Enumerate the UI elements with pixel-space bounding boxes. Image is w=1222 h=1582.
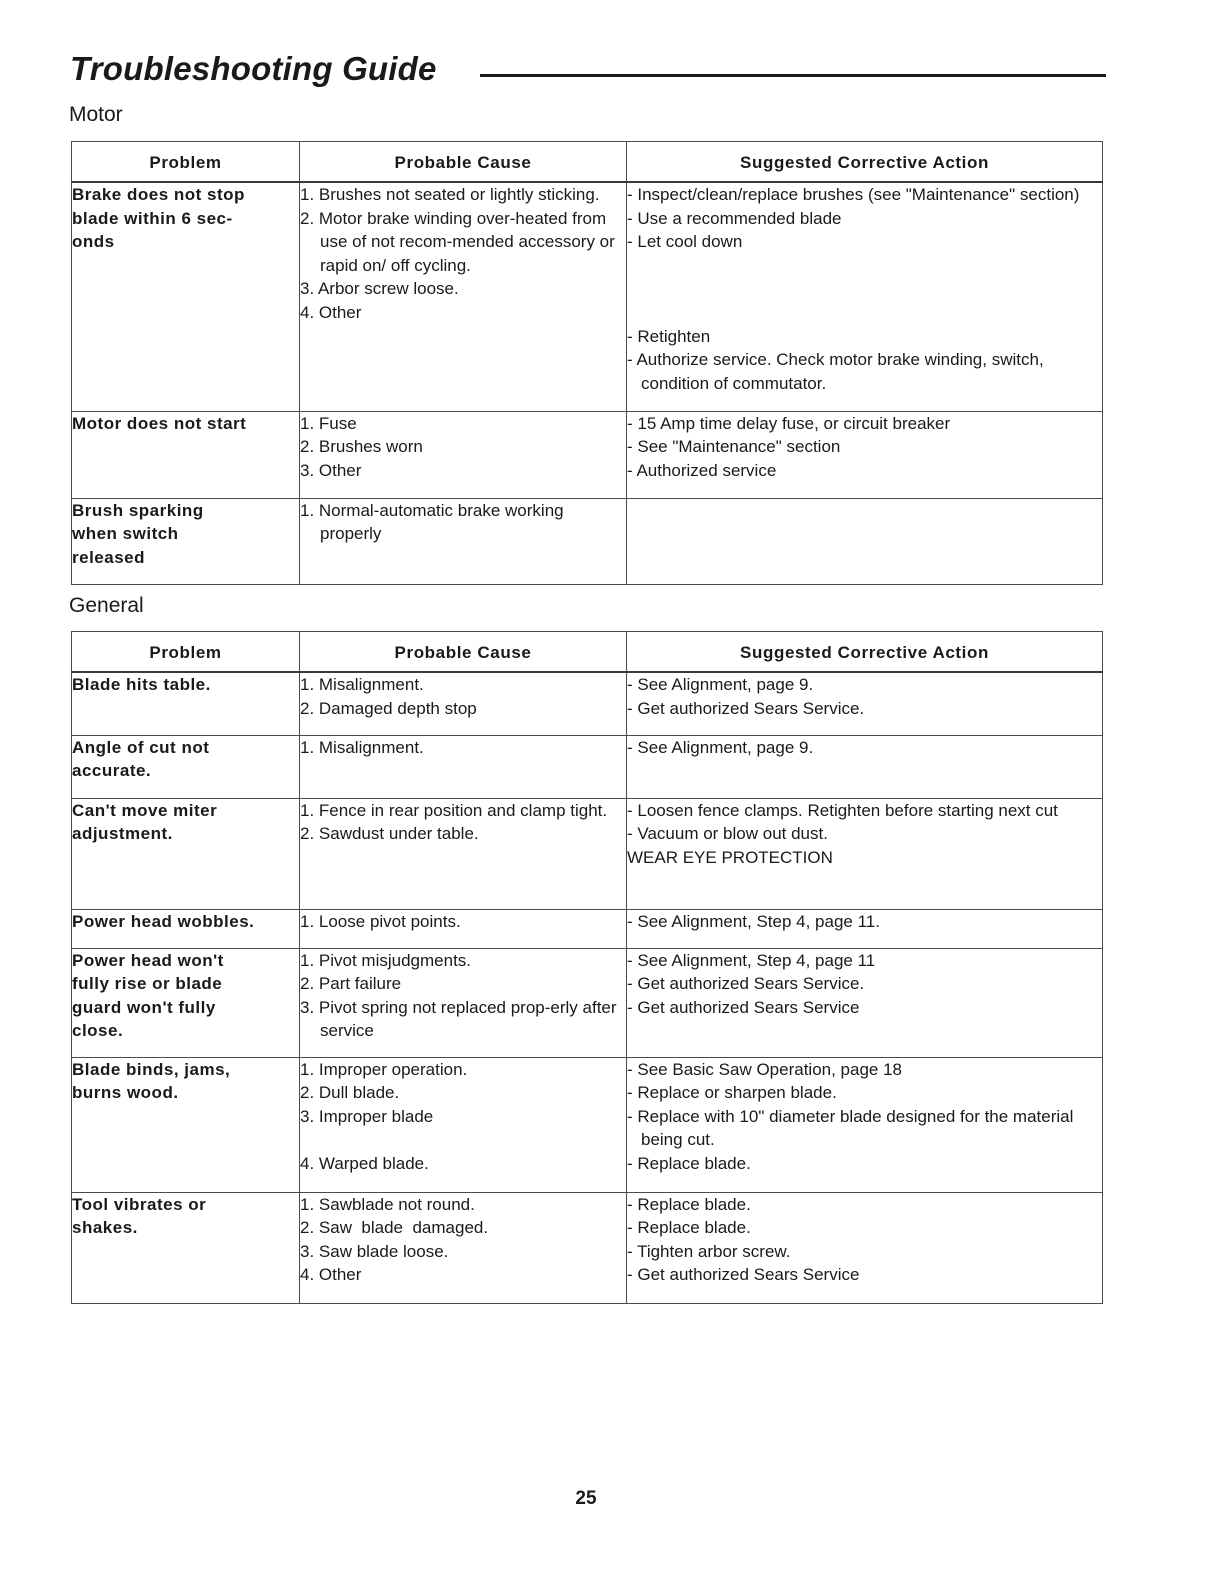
problem-cell [72, 498, 300, 584]
cause-cell [300, 798, 627, 909]
table-header-row [72, 142, 1103, 183]
action-item: - See Basic Saw Operation, page 18 [627, 1059, 902, 1079]
problem-line: burns wood. [72, 1083, 179, 1103]
action-cell [627, 1192, 1103, 1303]
action-item: - Tighten arbor screw. [627, 1241, 791, 1261]
problem-cell [72, 1192, 300, 1303]
action-spacer [627, 277, 1102, 301]
action-cell [627, 798, 1103, 909]
general-section-title: General [69, 594, 144, 617]
action-item: - Get authorized Sears Service [627, 997, 860, 1017]
action-cell [627, 1057, 1103, 1192]
action-item: - See Alignment, Step 4, page 11. [627, 911, 880, 931]
cause-item: 2. Motor brake winding over-heated from use of not recom-mended accessory or rapid on/ off cycling. [300, 208, 615, 275]
cause-item: 1. Improper operation. [300, 1059, 468, 1079]
action-item: - Replace blade. [627, 1218, 751, 1238]
action-item: - Authorized service [627, 460, 777, 480]
header-corrective-action: Suggested Corrective Action [627, 632, 1103, 673]
problem-line: Angle of cut not [72, 737, 210, 757]
cause-item: 2. Damaged depth stop [300, 698, 477, 718]
cause-cell [300, 735, 627, 798]
action-cell [627, 411, 1103, 498]
cause-item: 1. Misalignment. [300, 675, 424, 694]
table-header-row [72, 632, 1103, 673]
problem-line: Motor does not start [72, 413, 247, 433]
table-row [72, 498, 1103, 584]
problem-line: Brush sparking [72, 500, 204, 520]
cause-item: 1. Loose pivot points. [300, 911, 461, 931]
problem-line: onds [72, 232, 115, 252]
general-table [71, 631, 1103, 1304]
cause-cell [300, 948, 627, 1057]
problem-cell [72, 735, 300, 798]
action-item: - Retighten [627, 326, 711, 346]
action-item: - See "Maintenance" section [627, 437, 841, 457]
cause-cell [300, 1192, 627, 1303]
action-item: - Get authorized Sears Service [627, 1265, 860, 1285]
table-row [72, 411, 1103, 498]
action-item: - Inspect/clean/replace brushes (see "Maintenance" section) [627, 185, 1080, 204]
table-row [72, 1192, 1103, 1303]
cause-item: 2. Brushes worn [300, 437, 423, 457]
warning-text: WEAR EYE PROTECTION [627, 847, 833, 867]
action-item: - 15 Amp time delay fuse, or circuit breaker [627, 413, 951, 433]
table-row [72, 948, 1103, 1057]
title-rule [480, 74, 1106, 77]
problem-line: when switch [72, 524, 179, 544]
motor-section-title: Motor [69, 103, 123, 126]
cause-spacer [300, 1128, 626, 1152]
problem-cell [72, 182, 300, 411]
action-item: - Replace with 10" diameter blade designed for the material being cut. [627, 1106, 1074, 1150]
cause-item: 4. Other [300, 302, 362, 322]
cause-item: 1. Misalignment. [300, 737, 424, 757]
action-item: - Replace blade. [627, 1194, 751, 1214]
problem-line: Tool vibrates or [72, 1194, 207, 1214]
cause-item: 1. Normal-automatic brake working properly [300, 500, 564, 544]
table-row [72, 1057, 1103, 1192]
table-row [72, 182, 1103, 411]
problem-cell [72, 672, 300, 735]
cause-cell [300, 411, 627, 498]
title-row [70, 50, 1106, 96]
cause-cell [300, 909, 627, 948]
cause-item: 2. Dull blade. [300, 1083, 400, 1103]
problem-cell [72, 948, 300, 1057]
problem-cell [72, 1057, 300, 1192]
action-item: - See Alignment, page 9. [627, 737, 814, 757]
action-item: - Vacuum or blow out dust. [627, 824, 828, 844]
cause-cell [300, 672, 627, 735]
problem-line: Brake does not stop [72, 185, 245, 204]
action-cell [627, 735, 1103, 798]
action-item: - Get authorized Sears Service. [627, 698, 865, 718]
cause-cell [300, 498, 627, 584]
cause-item: 2. Sawdust under table. [300, 824, 479, 844]
problem-line: Blade binds, jams, [72, 1059, 231, 1079]
page-number: 25 [575, 1488, 597, 1509]
cause-item: 3. Arbor screw loose. [300, 279, 459, 299]
problem-line: Blade hits table. [72, 675, 211, 694]
problem-line: blade within 6 sec- [72, 208, 233, 228]
problem-line: Power head won't [72, 950, 224, 970]
table-row [72, 798, 1103, 909]
table-row [72, 909, 1103, 948]
cause-item: 1. Brushes not seated or lightly sticking. [300, 185, 600, 204]
table-row [72, 735, 1103, 798]
action-item: - Loosen fence clamps. Retighten before starting next cut [627, 800, 1058, 820]
header-problem: Problem [72, 632, 300, 673]
problem-line: adjustment. [72, 824, 173, 844]
action-cell [627, 182, 1103, 411]
header-probable-cause: Probable Cause [300, 142, 627, 183]
cause-item: 4. Other [300, 1265, 362, 1285]
problem-line: accurate. [72, 761, 152, 781]
cause-item: 4. Warped blade. [300, 1153, 429, 1173]
header-problem: Problem [72, 142, 300, 183]
cause-item: 1. Fence in rear position and clamp tight. [300, 800, 608, 820]
action-cell [627, 672, 1103, 735]
problem-line: released [72, 547, 145, 567]
problem-line: close. [72, 1021, 124, 1041]
problem-cell [72, 909, 300, 948]
header-probable-cause: Probable Cause [300, 632, 627, 673]
problem-line: Can't move miter [72, 800, 218, 820]
page-title: Troubleshooting Guide [70, 50, 437, 87]
table-row [72, 672, 1103, 735]
problem-line: Power head wobbles. [72, 911, 255, 931]
action-item: - Get authorized Sears Service. [627, 974, 865, 994]
cause-cell [300, 182, 627, 411]
problem-cell [72, 411, 300, 498]
motor-table [71, 141, 1103, 585]
action-spacer [627, 301, 1102, 325]
cause-item: 1. Pivot misjudgments. [300, 950, 472, 970]
cause-item: 1. Sawblade not round. [300, 1194, 475, 1214]
action-cell [627, 498, 1103, 584]
action-item: - Replace blade. [627, 1153, 751, 1173]
problem-line: guard won't fully [72, 997, 216, 1017]
problem-line: fully rise or blade [72, 974, 223, 994]
action-item: - Use a recommended blade [627, 208, 842, 228]
problem-cell [72, 798, 300, 909]
cause-item: 3. Improper blade [300, 1106, 434, 1126]
action-spacer [627, 254, 1102, 278]
cause-item: 3. Pivot spring not replaced prop-erly after service [300, 997, 617, 1041]
action-item: - See Alignment, page 9. [627, 675, 814, 694]
action-cell [627, 909, 1103, 948]
cause-item: 2. Part failure [300, 974, 402, 994]
problem-line: shakes. [72, 1218, 138, 1238]
cause-item: 3. Other [300, 460, 362, 480]
cause-item: 1. Fuse [300, 413, 357, 433]
cause-item: 2. Saw blade damaged. [300, 1218, 489, 1238]
action-item: - Replace or sharpen blade. [627, 1083, 837, 1103]
header-corrective-action: Suggested Corrective Action [627, 142, 1103, 183]
action-cell [627, 948, 1103, 1057]
action-item: - Authorize service. Check motor brake winding, switch, condition of commutator. [627, 350, 1044, 393]
cause-cell [300, 1057, 627, 1192]
action-item: - See Alignment, Step 4, page 11 [627, 950, 876, 970]
action-item: - Let cool down [627, 232, 743, 252]
cause-item: 3. Saw blade loose. [300, 1241, 449, 1261]
